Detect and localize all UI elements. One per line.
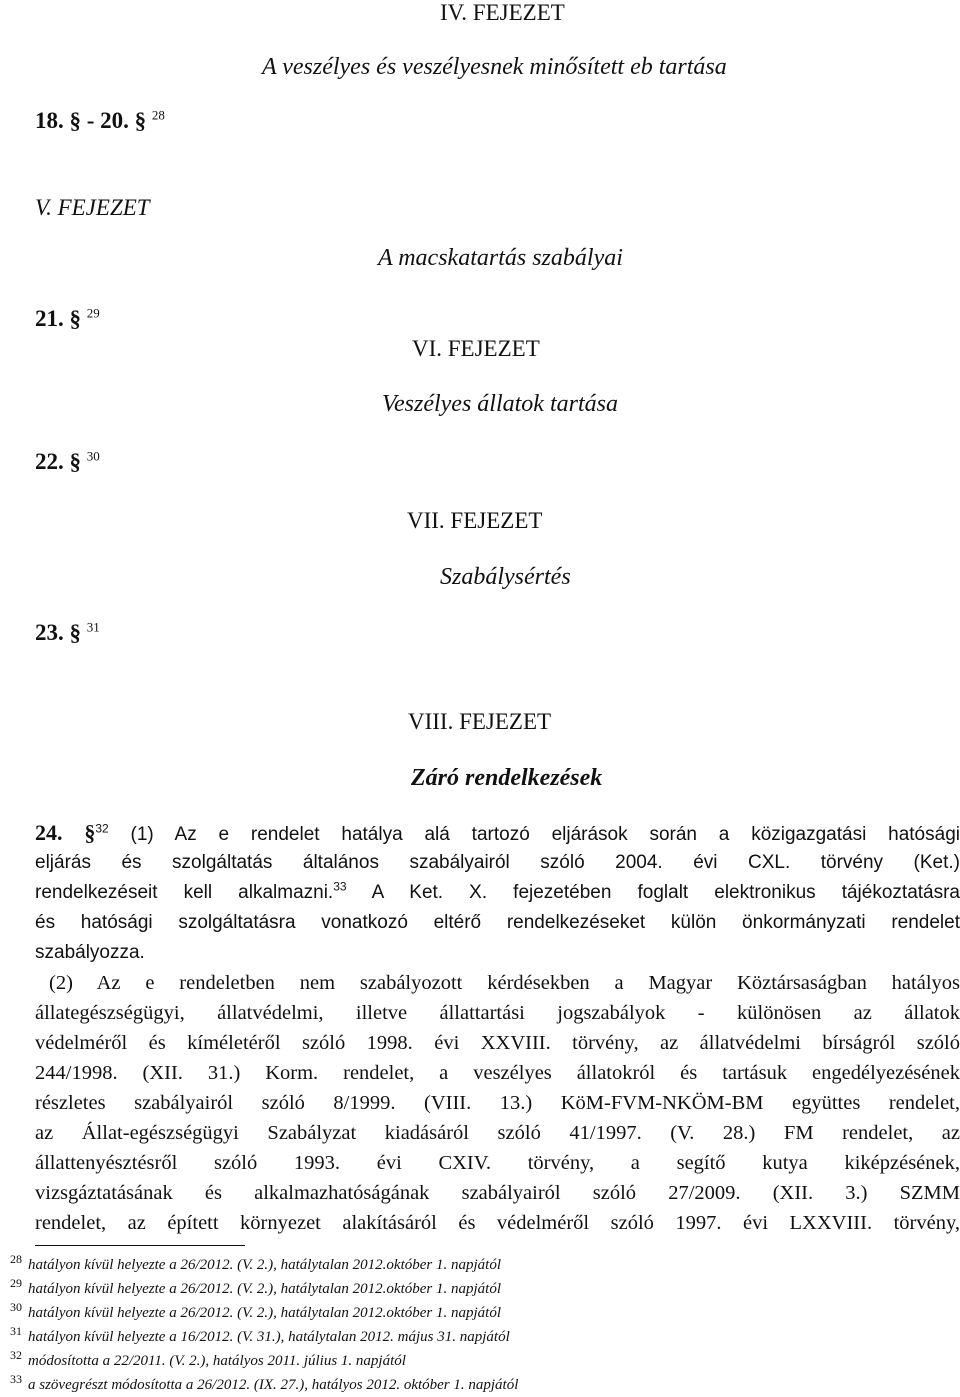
chapter-6-title: Veszélyes állatok tartása xyxy=(382,391,618,417)
section-sign: § xyxy=(69,449,81,474)
p2-line-6: az Állat-egészségügyi Szabályzat kiadásáról szóló 41/1997. (V. 28.) FM rendelet, az xyxy=(35,1122,960,1144)
section-21 xyxy=(35,306,100,332)
p2-line-8: vizsgáztatásának és alkalmazhatóságának szabályairól szóló 27/2009. (XII. 3.) SZMM xyxy=(35,1182,960,1204)
footnote-text: hatályon kívül helyezte a 26/2012. (V. 2.), hatálytalan 2012.október 1. napjától xyxy=(28,1305,501,1321)
p2-line-2: állategészségügyi, állatvédelmi, illetve állattartási jogszabályok - különösen az állatok xyxy=(35,1002,960,1024)
p2-line-1: (2) Az e rendeletben nem szabályozott kérdésekben a Magyar Köztársaságban hatályos xyxy=(49,972,960,994)
chapter-7-title: Szabálysértés xyxy=(440,564,571,590)
p24-line-3 xyxy=(35,878,960,908)
p24-line-4: és hatósági szolgáltatásra vonatkozó eltérő rendelkezéseket külön önkormányzati rendelet xyxy=(35,912,960,933)
section-sign: § xyxy=(69,306,81,331)
footnote-separator xyxy=(35,1245,245,1246)
section-22 xyxy=(35,449,100,475)
footnote-29 xyxy=(10,1276,501,1298)
footnote-number: 32 xyxy=(10,1348,22,1362)
section-18-20 xyxy=(35,108,165,134)
chapter-6-number: VI. FEJEZET xyxy=(412,336,540,361)
section-number-end: - 20. xyxy=(86,108,129,133)
section-number: 23. xyxy=(35,620,64,645)
footnote-ref-29[interactable]: 29 xyxy=(86,305,100,321)
p24-line-1 xyxy=(35,818,960,848)
p24-text-1: (1) Az e rendelet hatálya alá tartozó eljárások során a közigazgatási hatósági xyxy=(130,824,960,845)
chapter-5-title: A macskatartás szabályai xyxy=(378,245,623,271)
p24-text-3b: A Ket. X. fejezetében foglalt elektronikus tájékoztatásra xyxy=(371,882,960,903)
footnote-text: hatályon kívül helyezte a 16/2012. (V. 31.), hatálytalan 2012. május 31. napjától xyxy=(28,1329,510,1345)
footnote-number: 30 xyxy=(10,1300,22,1314)
footnote-number: 28 xyxy=(10,1252,22,1266)
p24-line-5: szabályozza. xyxy=(35,942,145,963)
footnote-number: 29 xyxy=(10,1276,22,1290)
footnote-ref-33[interactable]: 33 xyxy=(333,879,347,894)
footnote-text: módosította a 22/2011. (V. 2.), hatályos 2011. július 1. napjától xyxy=(28,1353,406,1369)
chapter-4-title: A veszélyes és veszélyesnek minősített eb tartása xyxy=(262,54,727,80)
footnote-ref-31[interactable]: 31 xyxy=(86,619,100,635)
chapter-8-title: Záró rendelkezések xyxy=(411,765,603,791)
chapter-7-number: VII. FEJEZET xyxy=(407,508,543,533)
section-sign: § xyxy=(134,108,147,133)
p24-line-2: eljárás és szolgáltatás általános szabályairól szóló 2004. évi CXL. törvény (Ket.) xyxy=(35,852,960,873)
p24-text-3a: rendelkezéseit kell alkalmazni. xyxy=(35,882,334,903)
section-sign: § xyxy=(69,108,81,133)
section-number: 21. xyxy=(35,306,64,331)
section-24-paragraph-1 xyxy=(35,818,960,968)
footnote-text: a szövegrészt módosította a 26/2012. (IX. 27.), hatályos 2012. október 1. napjától xyxy=(28,1377,519,1393)
chapter-4-number: IV. FEJEZET xyxy=(440,0,565,25)
footnote-number: 31 xyxy=(10,1324,22,1338)
section-number: 18. xyxy=(35,108,64,133)
section-number: 22. xyxy=(35,449,64,474)
p2-line-3: védelméről és kíméletéről szóló 1998. évi XXVIII. törvény, az állatvédelmi bírságról szóló xyxy=(35,1032,960,1054)
footnote-30 xyxy=(10,1300,501,1322)
footnote-number: 33 xyxy=(10,1372,22,1386)
chapter-8-number: VIII. FEJEZET xyxy=(408,709,552,734)
footnote-31 xyxy=(10,1324,510,1346)
footnote-33 xyxy=(10,1372,518,1394)
footnote-text: hatályon kívül helyezte a 26/2012. (V. 2.), hatálytalan 2012.október 1. napjától xyxy=(28,1257,501,1273)
footnote-text: hatályon kívül helyezte a 26/2012. (V. 2.), hatálytalan 2012.október 1. napjától xyxy=(28,1281,501,1297)
footnote-ref-30[interactable]: 30 xyxy=(86,448,100,464)
section-24-paragraph-2 xyxy=(35,968,960,1238)
section-sign: § xyxy=(84,820,96,845)
section-23 xyxy=(35,620,100,646)
p2-line-4: 244/1998. (XII. 31.) Korm. rendelet, a veszélyes állatokról és tartásuk engedélyezésének xyxy=(35,1062,960,1084)
footnote-28 xyxy=(10,1252,501,1274)
section-number: 24. xyxy=(35,820,63,845)
section-sign: § xyxy=(69,620,81,645)
p2-line-5: részletes szabályairól szóló 8/1999. (VIII. 13.) KöM-FVM-NKÖM-BM együttes rendelet, xyxy=(35,1092,960,1114)
p2-line-7: állattenyésztésről szóló 1993. évi CXIV. törvény, a segítő kutya kiképzésének, xyxy=(35,1152,960,1174)
footnote-32 xyxy=(10,1348,406,1370)
footnote-ref-28[interactable]: 28 xyxy=(151,107,165,123)
chapter-5-number: V. FEJEZET xyxy=(35,195,150,220)
footnote-ref-32[interactable]: 32 xyxy=(95,821,109,836)
p2-line-9: rendelet, az épített környezet alakításáról és védelméről szóló 1997. évi LXXVIII. törvény, xyxy=(35,1212,960,1234)
